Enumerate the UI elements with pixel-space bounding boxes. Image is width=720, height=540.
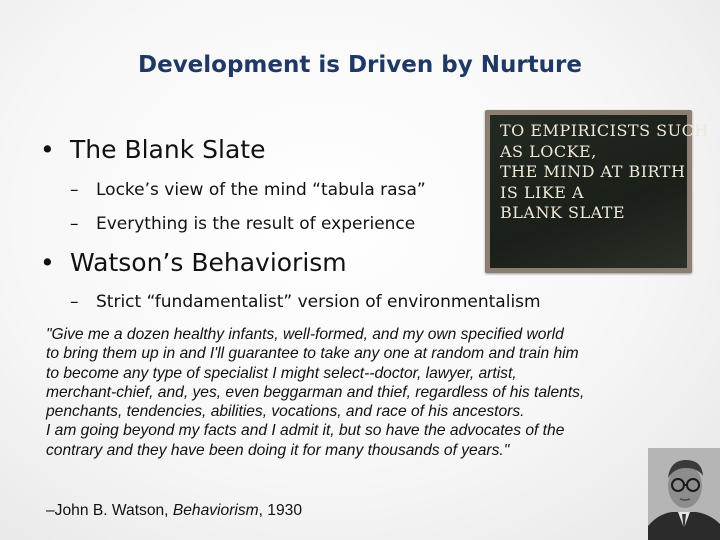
subitem-label: Locke’s view of the mind “tabula rasa” <box>96 180 426 200</box>
bullet-watson-behaviorism <box>40 248 347 277</box>
slate-text-line: IS LIKE A <box>500 182 585 202</box>
watson-quote <box>46 325 676 460</box>
quote-line: "Give me a dozen healthy infants, well-formed, and my own specified world <box>46 326 564 343</box>
attribution-book: Behaviorism <box>172 502 259 519</box>
subitem-label: Strict “fundamentalist” version of environmentalism <box>96 292 541 312</box>
slate-text-line: BLANK SLATE <box>500 203 626 222</box>
subitem-label: Everything is the result of experience <box>96 214 416 234</box>
bullet-dot-icon: • <box>40 135 55 164</box>
quote-line: penchants, tendencies, abilities, vocations, and race of his ancestors. <box>46 403 525 421</box>
dash-icon: – <box>70 292 79 312</box>
dash-icon: – <box>70 214 79 234</box>
dash-icon: – <box>70 180 79 200</box>
quote-attribution <box>46 502 302 520</box>
subitem-experience <box>70 214 415 234</box>
bullet-label: The Blank Slate <box>70 135 266 164</box>
slate-text-line: AS LOCKE, <box>500 141 597 161</box>
quote-line: I am going beyond my facts and I admit it, but so have the advocates of the <box>46 422 565 440</box>
subitem-environmentalism <box>70 292 541 312</box>
quote-line: to become any type of specialist I might select--doctor, lawyer, artist, <box>46 364 517 382</box>
bullet-blank-slate <box>40 135 265 164</box>
watson-portrait-photo <box>648 448 720 540</box>
bullet-dot-icon: • <box>40 248 55 277</box>
blank-slate-image <box>485 110 709 273</box>
attribution-author: –John B. Watson, <box>46 502 173 519</box>
quote-line: contrary and they have been doing it for many thousands of years." <box>46 441 510 459</box>
attribution-year: , 1930 <box>258 502 302 519</box>
slate-text-line: THE MIND AT BIRTH <box>500 162 686 181</box>
bullet-label: Watson’s Behaviorism <box>70 248 347 277</box>
slide-title: Development is Driven by Nurture <box>138 52 582 78</box>
slate-text-line: TO EMPIRICISTS SUCH <box>500 121 709 140</box>
portrait-icon <box>648 448 720 540</box>
quote-line: to bring them up in and I'll guarantee to take any one at random and train him <box>46 345 579 363</box>
subitem-locke-view <box>70 180 426 200</box>
quote-line: merchant-chief, and, yes, even beggarman and thief, regardless of his talents, <box>46 383 585 401</box>
slate-board <box>490 115 709 268</box>
